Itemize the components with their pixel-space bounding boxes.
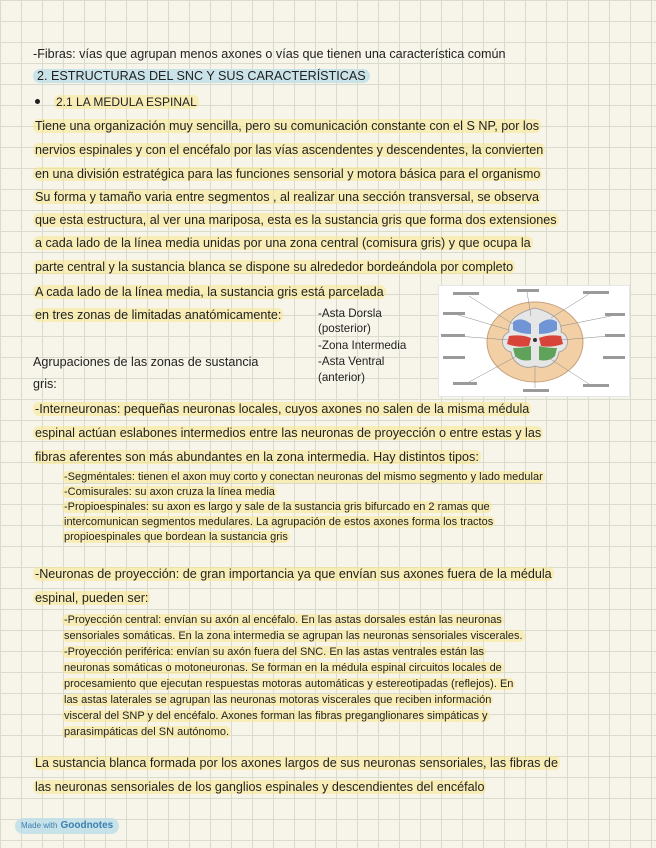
proy-type-line: procesamiento que ejecutan respuestas motoras automáticas y estereotipadas (reflejos). En [64,678,514,690]
final-line: La sustancia blanca formada por los axones largos de sus neuronas sensoriales, las fibras de [35,756,558,770]
inter-type-line: -Segméntales: tienen el axon muy corto y conectan neuronas del mismo segmento y lado medular [64,471,543,483]
zone-intermedia: -Zona Intermedia [318,339,407,352]
p1-line: a cada lado de la línea media unidas por una zona central (comisura gris) y que ocupa la [35,236,531,250]
agrupaciones-line: gris: [33,377,57,391]
proy-type-line: visceral del SNP y del encéfalo. Axones forman las fibras preganglionares simpáticas y [64,710,488,722]
agrupaciones-line: Agrupaciones de las zonas de sustancia [33,355,259,369]
final-line: las neuronas sensoriales de los ganglios espinales y descendientes del encéfalo [35,780,485,794]
inter-line: fibras aferentes son más abundantes en la zona intermedia. Hay distintos tipos: [35,450,479,464]
proy-type-line: -Proyección central: envían su axón al encéfalo. En las astas dorsales están las neuronas [64,614,502,626]
p1-line: nervios espinales y con el encéfalo por las vías ascendentes y descendentes, la convierten [35,143,544,157]
spinal-cord-cross-section-illustration [439,286,629,396]
p1-line: que esta estructura, al ver una mariposa, esta es la sustancia gris que forma dos extensiones [35,213,557,227]
proy-line: -Neuronas de proyección: de gran importancia ya que envían sus axones fuera de la médula [35,567,552,581]
p1-line: Su forma y tamaño varia entre segmentos , al realizar una sección transversal, se observa [35,190,539,204]
proy-type-line: parasimpáticas del SN autónomo. [64,726,230,738]
proy-type-line: -Proyección periférica: envían su axón fuera del SNC. En las astas ventrales están las [64,646,485,658]
zone-ventral: -Asta Ventral [318,355,385,368]
proy-type-line: neuronas somáticas o motoneuronas. Se forman en la médula espinal circuitos locales de [64,662,502,674]
section-title: 2. ESTRUCTURAS DEL SNC Y SUS CARACTERÍSTICAS [33,68,370,85]
inter-type-line: -Propioespinales: su axon es largo y sale de la sustancia gris bifurcado en 2 ramas que [64,501,490,513]
p2-line: en tres zonas de limitadas anatómicamente: [35,308,282,322]
subsection-title: 2.1 LA MEDULA ESPINAL [33,94,199,111]
inter-line: espinal actúan eslabones intermedios entre las neuronas de proyección o entre estas y las [35,426,542,440]
proy-type-line: sensoriales somáticas. En la zona intermedia se agrupan las neuronas sensoriales viscerales. [64,630,523,642]
p1-line: Tiene una organización muy sencilla, pero su comunicación constante con el S NP, por los [35,119,540,133]
p1-line: en una división estratégica para las funciones sensorial y motora básica para el organismo [35,167,541,181]
zone-dorsal: -Asta Dorsla [318,307,382,320]
inter-type-line: -Comisurales: su axon cruza la línea media [64,486,275,498]
zone-dorsal-paren: (posterior) [318,322,371,335]
proy-line: espinal, pueden ser: [35,591,149,605]
spinal-cord-diagram [438,285,630,397]
proy-type-line: las astas laterales se agrupan las neuronas motoras viscerales que reciben información [64,694,492,706]
inter-line: -Interneuronas: pequeñas neuronas locales, cuyos axones no salen de la misma médula [35,402,530,416]
zone-ventral-paren: (anterior) [318,371,366,384]
bullet-icon [35,99,40,104]
p1-line: parte central y la sustancia blanca se dispone su alrededor bordeándola por completo [35,260,514,274]
made-with-label: Made with [21,821,58,830]
goodnotes-logo: Goodnotes [60,820,114,831]
inter-type-line: propioespinales que bordean la sustancia gris [64,531,288,543]
p2-line: A cada lado de la línea media, la sustancia gris está parcelada [35,285,384,299]
goodnotes-badge [15,818,119,834]
inter-type-line: intercomunican segmentos medulares. La agrupación de estos axones forma los tractos [64,516,494,528]
fibras-line: -Fibras: vías que agrupan menos axones o vías que tienen una característica común [33,47,506,61]
